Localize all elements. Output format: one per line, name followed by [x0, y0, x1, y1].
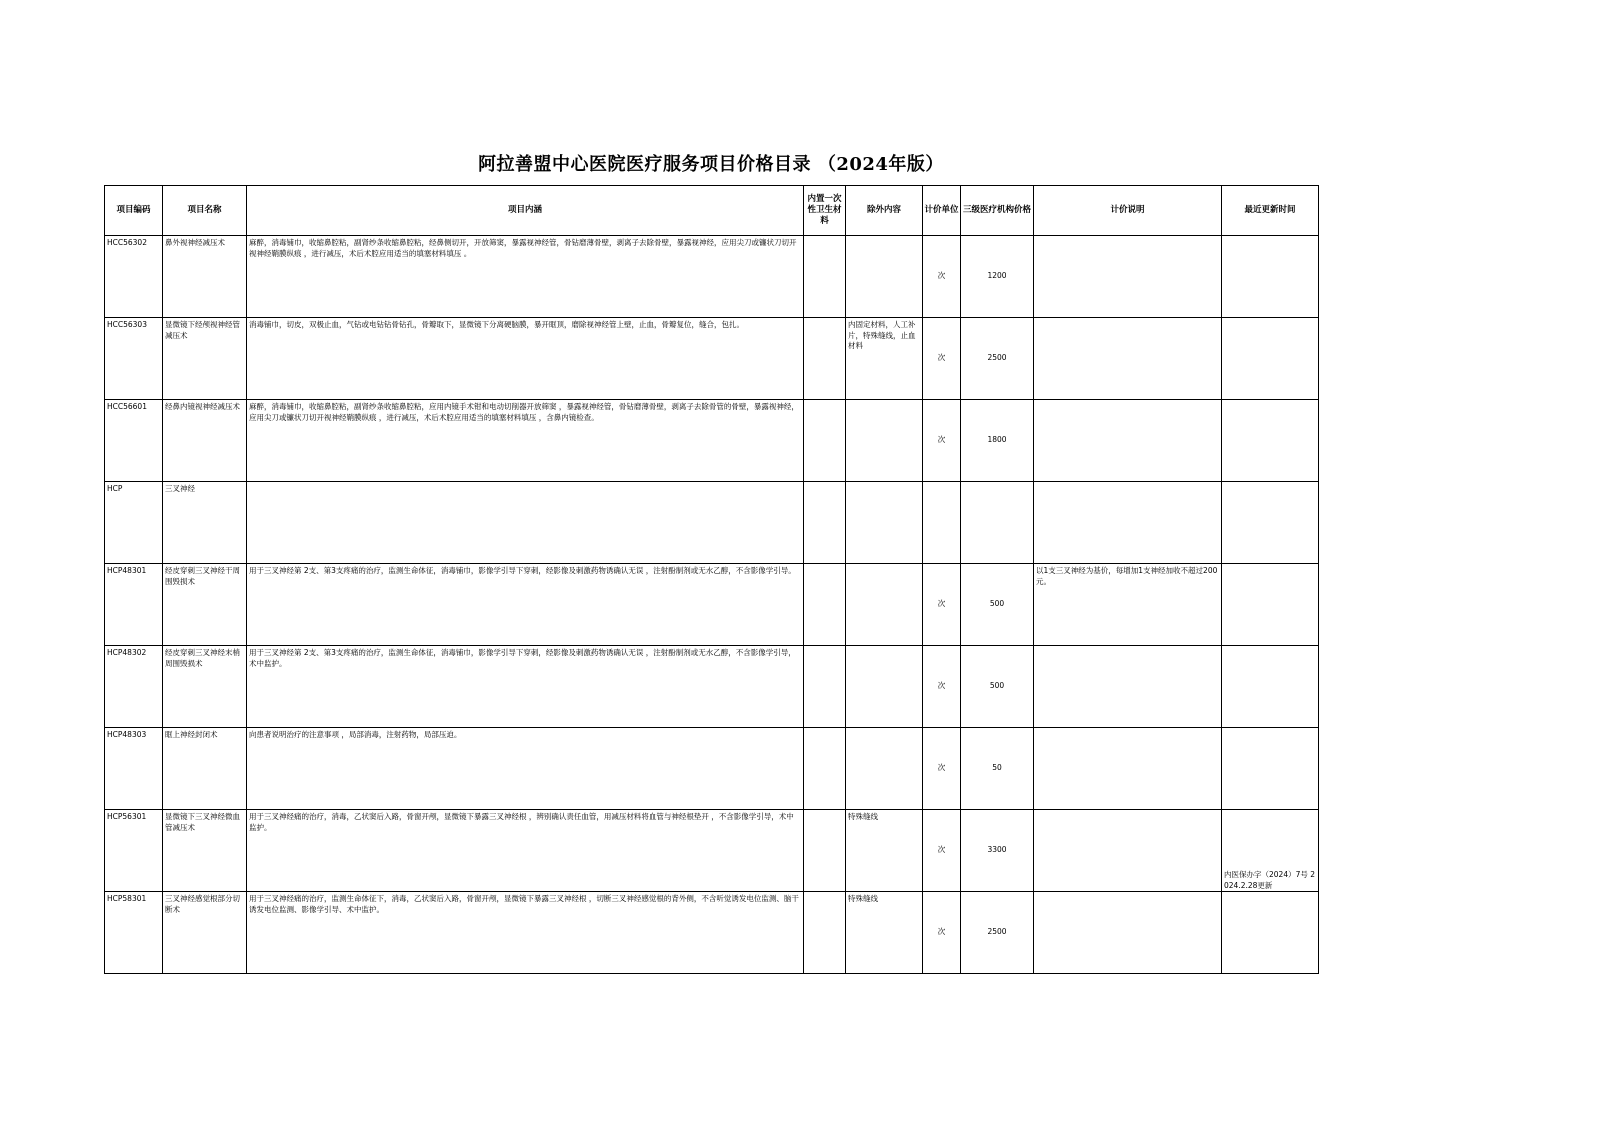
cell-updated	[1222, 482, 1319, 564]
cell-note	[1034, 318, 1222, 400]
cell-price	[961, 482, 1034, 564]
cell-note	[1034, 236, 1222, 318]
cell-name: 显微镜下经颅视神经管减压术	[163, 318, 247, 400]
cell-excluded: 特殊缝线	[846, 810, 923, 892]
cell-price: 50	[961, 728, 1034, 810]
cell-updated	[1222, 564, 1319, 646]
cell-unit: 次	[923, 318, 961, 400]
cell-content: 麻醉，消毒铺巾，收缩鼻腔粘，副肾纱条收缩鼻腔粘，经鼻侧切开，开放筛窦，暴露视神经管，骨钻磨薄骨壁，剥离子去除骨壁，暴露视神经，应用尖刀或镰状刀切开视神经鞘膜纵痕 ，进行减压，术后术腔应用适当的填塞材料填压 。	[247, 236, 804, 318]
cell-content: 用于三叉神经痛的治疗，消毒，乙状窦后入路，骨窗开颅，显微镜下暴露三叉神经根 ，辨别确认责任血管，用减压材料将血管与神经根垫开 ，不含影像学引导，术中监护。	[247, 810, 804, 892]
cell-code: HCC56601	[105, 400, 163, 482]
header-code: 项目编码	[105, 186, 163, 236]
cell-content: 消毒铺巾，切皮，双极止血，气钻或电钻钻骨钻孔，骨瓣取下，显微镜下分离硬脑膜，暴开眶顶，磨除视神经管上壁，止血，骨瓣复位，缝合，包扎。	[247, 318, 804, 400]
cell-price: 500	[961, 564, 1034, 646]
cell-content: 麻醉，消毒铺巾，收缩鼻腔粘，副肾纱条收缩鼻腔粘，应用内镜手术钳和电动切削器开放筛窦 ，暴露视神经管，骨钻磨薄骨壁，剥离子去除骨管的骨壁，暴露视神经，应用尖刀或镰状刀切开视神经鞘膜纵痕 ，进行减压，术后术腔应用适当的填塞材料填压 ，含鼻内镜检查。	[247, 400, 804, 482]
cell-updated	[1222, 400, 1319, 482]
cell-content	[247, 482, 804, 564]
cell-name: 眶上神经封闭术	[163, 728, 247, 810]
cell-excluded	[846, 728, 923, 810]
cell-consumable	[804, 728, 846, 810]
table-row	[105, 728, 1319, 810]
cell-consumable	[804, 892, 846, 974]
cell-code: HCC56303	[105, 318, 163, 400]
cell-consumable	[804, 236, 846, 318]
cell-unit: 次	[923, 728, 961, 810]
cell-note: 以1支三叉神经为基价，每增加1支神经加收不超过200元。	[1034, 564, 1222, 646]
cell-updated	[1222, 646, 1319, 728]
cell-code: HCP48303	[105, 728, 163, 810]
cell-note	[1034, 400, 1222, 482]
page-title: 阿拉善盟中心医院医疗服务项目价格目录 （2024年版）	[478, 154, 944, 175]
cell-excluded	[846, 482, 923, 564]
header-consumable: 内置一次性卫生材料	[804, 186, 846, 236]
cell-consumable	[804, 400, 846, 482]
cell-name: 三叉神经感觉根部分切断术	[163, 892, 247, 974]
cell-excluded	[846, 646, 923, 728]
table-header	[105, 186, 1319, 236]
cell-note	[1034, 728, 1222, 810]
cell-content: 用于三叉神经痛的治疗，监测生命体征下，消毒，乙状窦后入路，骨窗开颅，显微镜下暴露三叉神经根 ，切断三叉神经感觉根的背外侧，不含听觉诱发电位监测、脑干诱发电位监测、影像学引导、术中监护。	[247, 892, 804, 974]
cell-note	[1034, 482, 1222, 564]
cell-name: 三叉神经	[163, 482, 247, 564]
cell-updated	[1222, 236, 1319, 318]
cell-name: 鼻外视神经减压术	[163, 236, 247, 318]
header-content: 项目内涵	[247, 186, 804, 236]
cell-code: HCP48301	[105, 564, 163, 646]
price-table	[104, 185, 1319, 974]
cell-name: 经皮穿刺三叉神经干周围毁损术	[163, 564, 247, 646]
cell-price: 3300	[961, 810, 1034, 892]
header-updated: 最近更新时间	[1222, 186, 1319, 236]
cell-updated	[1222, 892, 1319, 974]
table-row	[105, 236, 1319, 318]
cell-unit: 次	[923, 564, 961, 646]
cell-updated	[1222, 318, 1319, 400]
cell-note	[1034, 810, 1222, 892]
cell-content: 用于三叉神经第 2支、第3支疼痛的治疗，监测生命体征，消毒铺巾，影像学引导下穿刺，经影像及刺激药物诱确认无误 ，注射酚制剂或无水乙醇，不含影像学引导。	[247, 564, 804, 646]
cell-unit: 次	[923, 810, 961, 892]
cell-code: HCP58301	[105, 892, 163, 974]
table-row	[105, 646, 1319, 728]
cell-excluded: 特殊缝线	[846, 892, 923, 974]
cell-unit: 次	[923, 646, 961, 728]
header-note: 计价说明	[1034, 186, 1222, 236]
header-unit: 计价单位	[923, 186, 961, 236]
cell-excluded	[846, 400, 923, 482]
cell-content: 向患者说明治疗的注意事项 ，局部消毒，注射药物，局部压迫。	[247, 728, 804, 810]
cell-content: 用于三叉神经第 2支、第3支疼痛的治疗，监测生命体征，消毒铺巾，影像学引导下穿刺，经影像及刺激药物诱确认无误 ，注射酚制剂或无水乙醇，不含影像学引导，术中监护。	[247, 646, 804, 728]
cell-excluded	[846, 564, 923, 646]
cell-name: 经鼻内镜视神经减压术	[163, 400, 247, 482]
cell-updated: 内医保办字（2024）7号 2024.2.28更新	[1222, 810, 1319, 892]
cell-code: HCP56301	[105, 810, 163, 892]
cell-consumable	[804, 564, 846, 646]
cell-consumable	[804, 482, 846, 564]
table-row	[105, 564, 1319, 646]
cell-code: HCP48302	[105, 646, 163, 728]
table-body	[105, 236, 1319, 974]
header-name: 项目名称	[163, 186, 247, 236]
cell-unit	[923, 482, 961, 564]
cell-name: 显微镜下三叉神经微血管减压术	[163, 810, 247, 892]
cell-price: 1200	[961, 236, 1034, 318]
cell-unit: 次	[923, 892, 961, 974]
cell-excluded: 内固定材料，人工补片，特殊缝线，止血材料	[846, 318, 923, 400]
table-row	[105, 810, 1319, 892]
cell-code: HCP	[105, 482, 163, 564]
cell-unit: 次	[923, 236, 961, 318]
cell-price: 500	[961, 646, 1034, 728]
cell-name: 经皮穿刺三叉神经末梢周围毁损术	[163, 646, 247, 728]
cell-consumable	[804, 318, 846, 400]
table-row	[105, 892, 1319, 974]
cell-price: 2500	[961, 318, 1034, 400]
cell-updated	[1222, 728, 1319, 810]
table-row	[105, 482, 1319, 564]
table-row	[105, 400, 1319, 482]
table-row	[105, 318, 1319, 400]
cell-consumable	[804, 810, 846, 892]
cell-excluded	[846, 236, 923, 318]
header-excluded: 除外内容	[846, 186, 923, 236]
cell-note	[1034, 646, 1222, 728]
cell-note	[1034, 892, 1222, 974]
cell-consumable	[804, 646, 846, 728]
cell-price: 1800	[961, 400, 1034, 482]
cell-unit: 次	[923, 400, 961, 482]
cell-price: 2500	[961, 892, 1034, 974]
header-price: 三级医疗机构价格	[961, 186, 1034, 236]
cell-code: HCC56302	[105, 236, 163, 318]
